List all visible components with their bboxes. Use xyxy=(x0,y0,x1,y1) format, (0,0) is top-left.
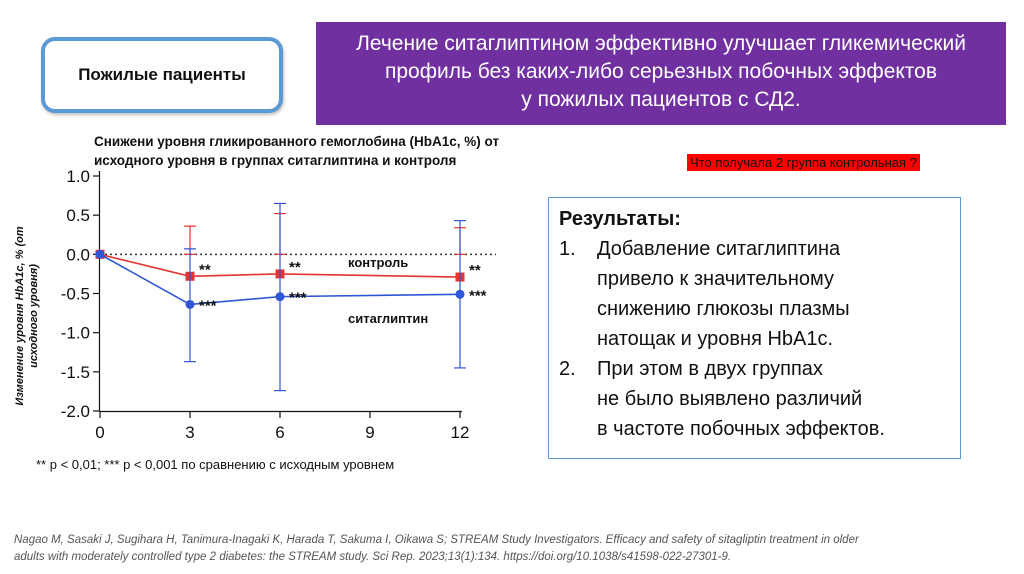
result-text xyxy=(597,354,885,444)
data-point-sitagliptin xyxy=(186,300,195,309)
result-item xyxy=(559,354,950,444)
y-axis-label-line-1: Изменение уровня HbA1c, % (от xyxy=(14,226,26,406)
x-tick-label: 12 xyxy=(450,423,470,442)
significance-footnote: ** p < 0,01; *** p < 0,001 по сравнению с исходным уровнем xyxy=(36,457,395,472)
y-tick-label: -1.0 xyxy=(60,323,90,343)
significance-annotation: *** xyxy=(199,297,217,315)
result-line: не было выявлено различий xyxy=(597,388,863,410)
banner-line-2: профиль без каких-либо серьезных побочных эффектов xyxy=(384,60,938,83)
series-label-control: контроль xyxy=(348,255,409,270)
result-line: Добавление ситаглиптина xyxy=(597,238,841,260)
x-tick-label: 0 xyxy=(95,423,105,442)
data-point-sitagliptin xyxy=(276,292,285,301)
significance-annotation: *** xyxy=(289,289,307,307)
result-number: 2. xyxy=(559,358,576,380)
chart-title-line-1: Снижени уровня гликированного гемоглобина (HbA1c, %) от xyxy=(94,134,500,149)
question-note: Что получала 2 группа контрольная ? xyxy=(687,154,920,171)
significance-annotation: ** xyxy=(289,258,301,276)
y-tick-label: 0.5 xyxy=(66,206,90,226)
result-line: снижению глюкозы плазмы xyxy=(597,298,850,320)
series-label-sitagliptin: ситаглиптин xyxy=(348,311,429,326)
result-line: При этом в двух группах xyxy=(597,358,823,380)
data-point-sitagliptin xyxy=(456,290,465,299)
data-point-sitagliptin xyxy=(96,250,105,259)
banner-line-3: у пожилых пациентов с СД2. xyxy=(521,88,801,111)
x-tick-label: 3 xyxy=(185,423,195,442)
results-heading: Результаты: xyxy=(559,208,681,230)
significance-annotation: *** xyxy=(469,287,487,305)
y-tick-label: 1.0 xyxy=(66,167,90,186)
result-text xyxy=(597,234,850,354)
result-item xyxy=(559,234,950,354)
significance-annotation: ** xyxy=(469,262,481,280)
y-tick-label: 0.0 xyxy=(66,245,90,265)
x-tick-label: 6 xyxy=(275,423,285,442)
hba1c-chart xyxy=(0,0,520,460)
result-number: 1. xyxy=(559,238,576,260)
y-tick-label: -2.0 xyxy=(60,402,90,421)
y-tick-label: -1.5 xyxy=(60,362,90,382)
banner-line-1: Лечение ситаглиптином эффективно улучшает гликемический xyxy=(356,32,966,55)
citation-line-1: Nagao M, Sasaki J, Sugihara H, Tanimura-Inagaki K, Harada T, Sakuma I, Oikawa S; STREAM Study Investigators. Efficacy and safety of sitagliptin treatment in older xyxy=(14,534,859,546)
y-tick-label: -0.5 xyxy=(60,284,90,304)
citation xyxy=(14,532,1014,566)
result-line: натощак и уровня HbA1c. xyxy=(597,328,834,350)
x-tick-label: 9 xyxy=(365,423,375,442)
citation-line-2: adults with moderately controlled type 2 diabetes: the STREAM study. Sci Rep. 2023;13(1):134. https://doi.org/10.1038/s41598-022-27301-9. xyxy=(14,551,732,563)
result-line: привело к значительному xyxy=(597,268,834,290)
significance-annotation: ** xyxy=(199,261,211,279)
badge-label: Пожилые пациенты xyxy=(78,65,246,84)
results-box xyxy=(548,197,961,459)
result-line: в частоте побочных эффектов. xyxy=(597,418,885,440)
chart-title-line-2: исходного уровня в группах ситаглиптина и контроля xyxy=(94,153,457,168)
y-axis-label-line-2: исходного уровня) xyxy=(28,264,40,368)
